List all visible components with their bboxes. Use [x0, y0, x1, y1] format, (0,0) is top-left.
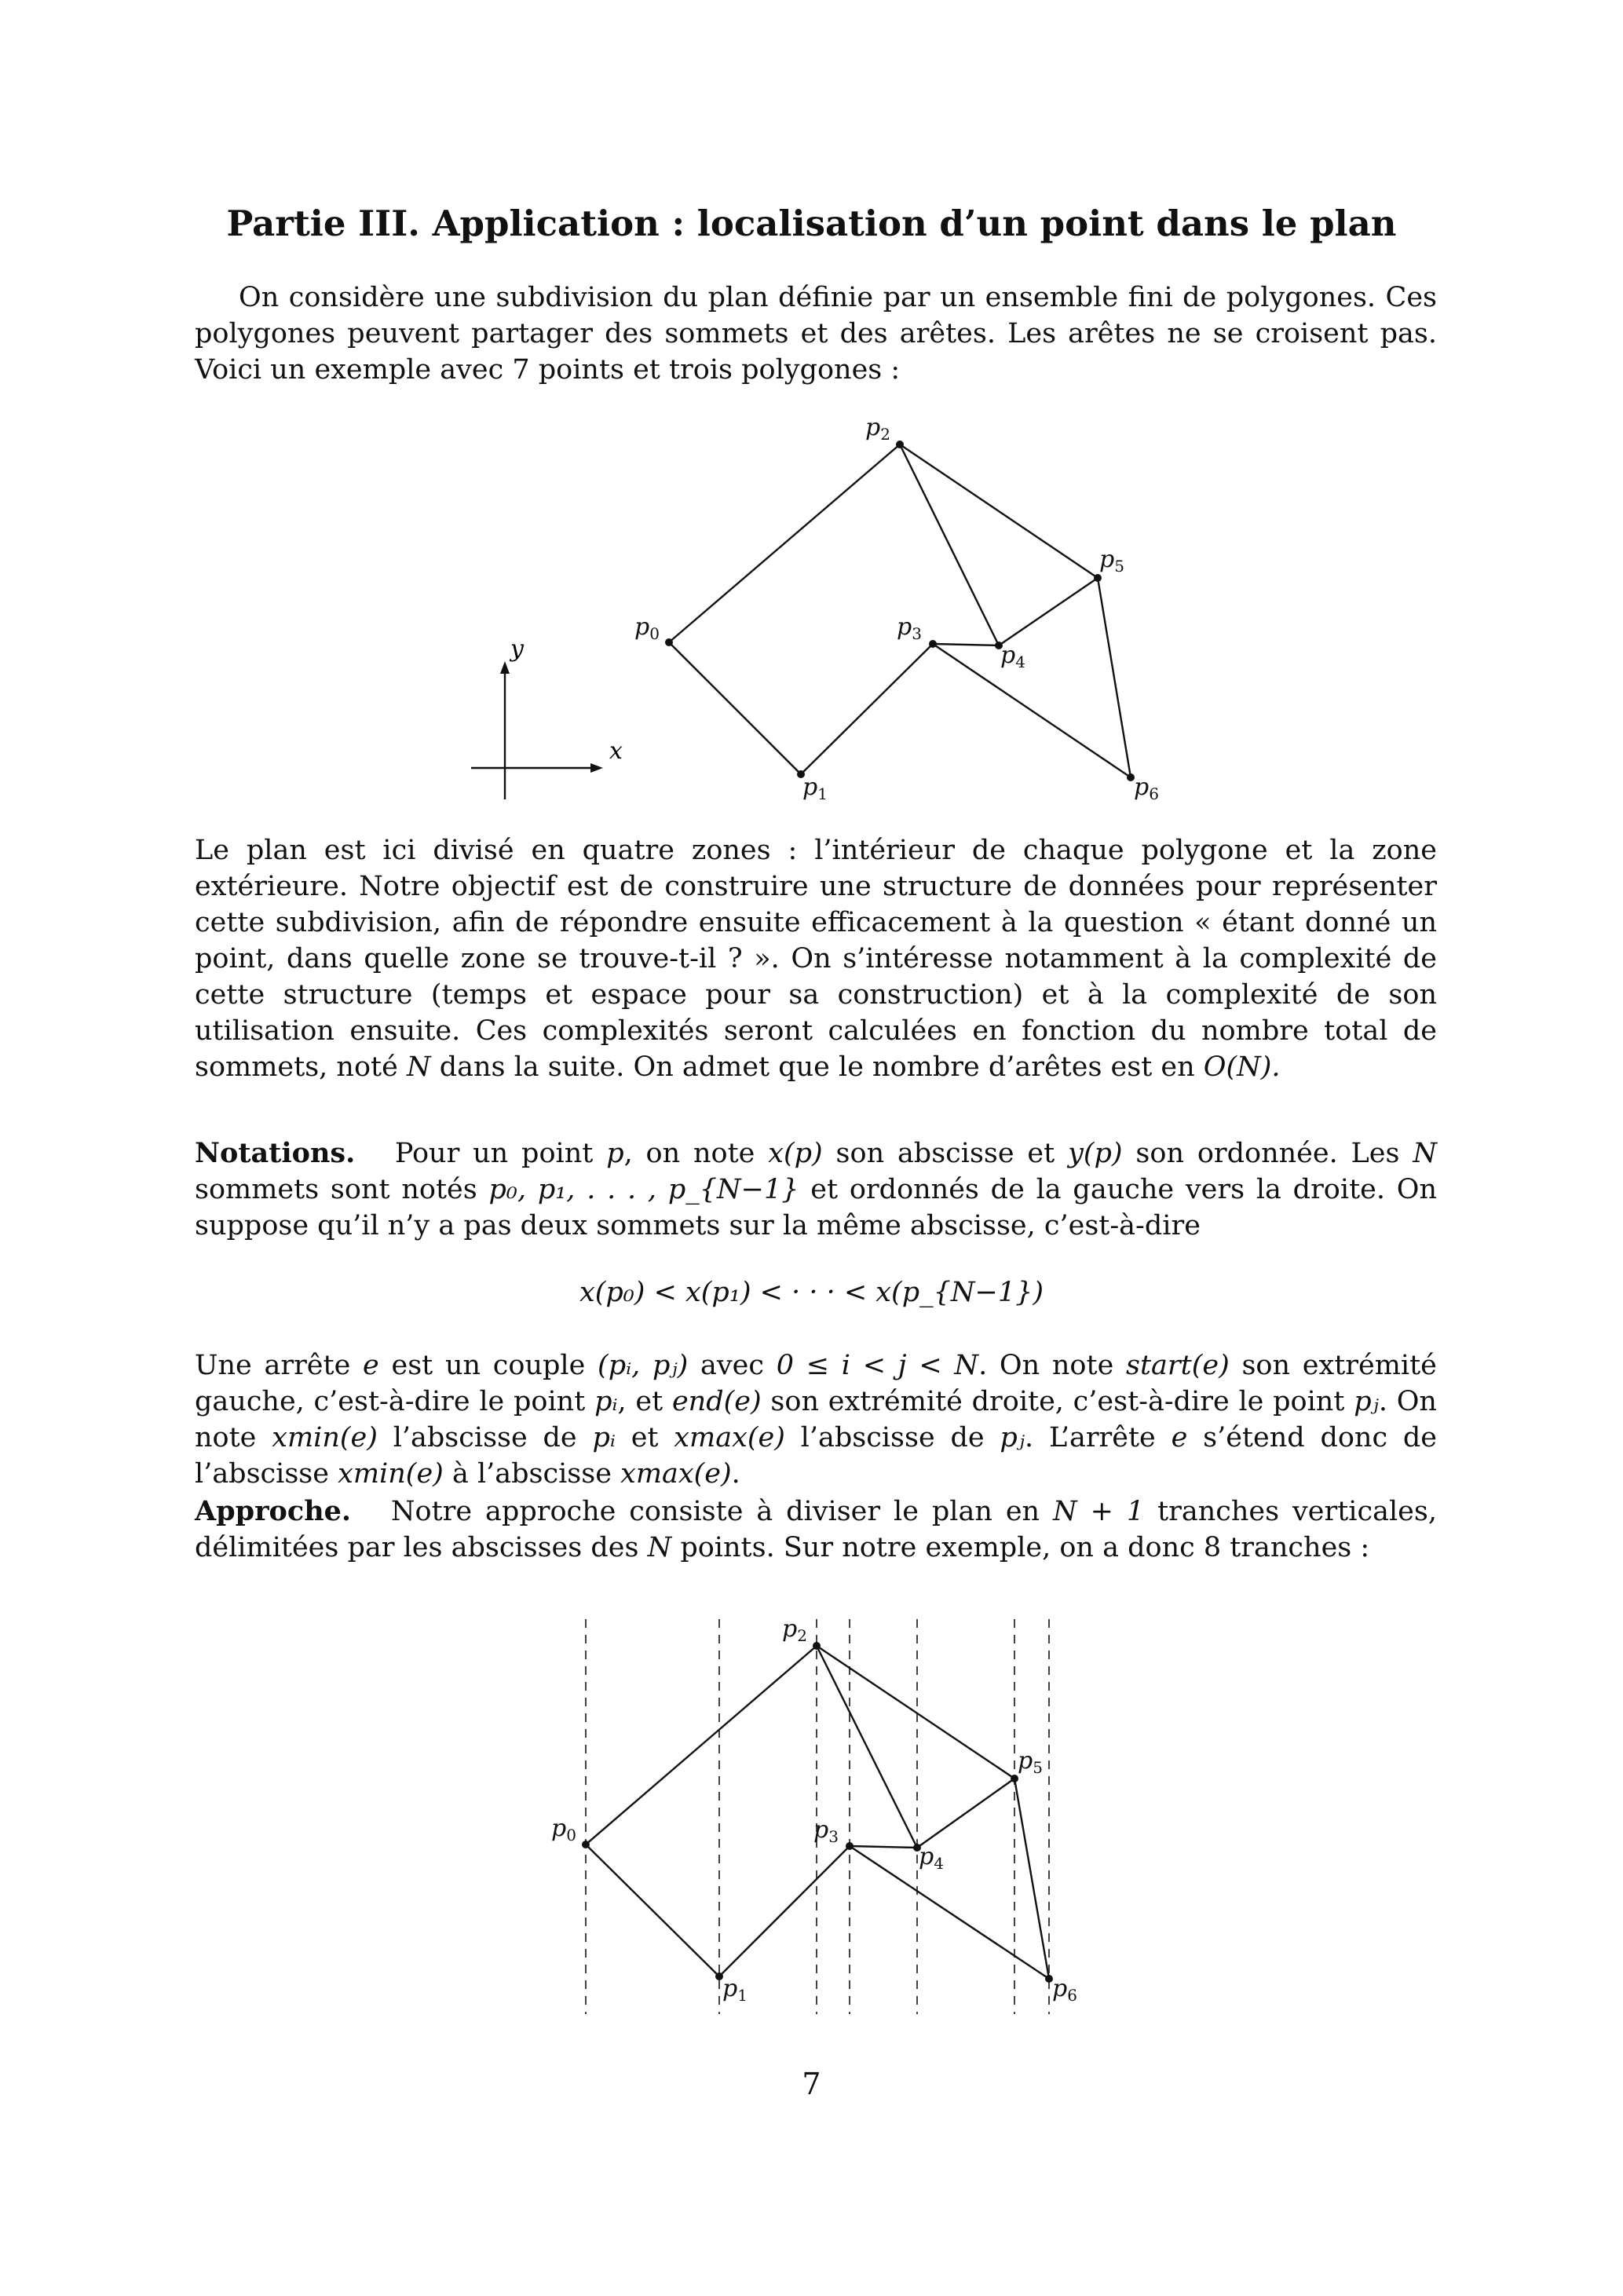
ordering-equation: x(p₀) < x(p₁) < · · · < x(p_{N−1}) [579, 1277, 1044, 1308]
edge-p0-p2 [669, 444, 900, 642]
notations-paragraph: Notations. Pour un point p, on note x(p) son abscisse et y(p) son ordonnée. Les N sommets sont notés p₀, p₁, . . . , p_{N−1} et ordonnés de la gauche vers la droite. On suppose qu’il n’y a pas deux sommets sur la même abscisse, c’est-à-dire [195, 1137, 1437, 1241]
section-title: Partie III. Application : localisation d’un point dans le plan [226, 203, 1397, 244]
intro-paragraph: On considère une subdivision du plan définie par un ensemble fini de polygones. Ces polygones peuvent partager des sommets et des arêtes. Les arêtes ne se croisent pas. Voici un exemple avec 7 points et trois polygones : [195, 282, 1437, 386]
edge-p3-p4 [933, 644, 999, 645]
edge-p0-p1 [669, 642, 801, 774]
label-p4: $p_4$ [1000, 642, 1025, 671]
label-p6: $p_6$ [1134, 773, 1159, 803]
notations-heading: Notations. [195, 1137, 356, 1169]
edge-p3-p6 [850, 1846, 1049, 1979]
figure1-labels [634, 414, 1159, 803]
label-p5: $p_5$ [1018, 1747, 1043, 1777]
edge-p0-p2 [586, 1646, 817, 1844]
edge-p0-p1 [586, 1844, 719, 1976]
vertex-p3 [929, 640, 937, 648]
figure-subdivision [0, 0, 1623, 817]
vertex-p3 [846, 1842, 854, 1850]
vertex-p0 [665, 638, 673, 646]
edge-p2-p4 [900, 444, 999, 645]
figure1-axes [471, 667, 597, 799]
edge-p2-p5 [817, 1646, 1014, 1779]
label-p3: $p_3$ [813, 1816, 839, 1846]
edge-p4-p5 [917, 1779, 1014, 1848]
vertex-p2 [813, 1642, 821, 1650]
label-p3: $p_3$ [897, 613, 922, 643]
x-axis-arrow [590, 763, 603, 773]
page-number: 7 [802, 2067, 821, 2101]
vertex-p2 [896, 441, 904, 448]
description-paragraph: Le plan est ici divisé en quatre zones : l’intérieur de chaque polygone et la zone extérieure. Notre objectif est de construire une structure de données pour représenter cette subdivision, afin de répondre ensuite efficacement à la question « étant donné un point, dans quelle zone se trouve-t-il ? ». On s’intéresse notamment à la complexité de cette structure (temps et espace pour sa construction) et à la complexité de son utilisation ensuite. Ces complexités seront calculées en fonction du nombre total de sommets, noté N dans la suite. On admet que le nombre d’arêtes est en O(N). [195, 835, 1437, 1083]
label-p1: $p_1$ [722, 1975, 748, 2005]
label-p0: $p_0$ [634, 613, 660, 643]
label-p2: $p_2$ [865, 414, 890, 444]
edge-p2-p4 [817, 1646, 917, 1848]
approach-heading: Approche. [195, 1495, 352, 1527]
y-axis-label: y [510, 635, 524, 663]
approach-paragraph: Approche. Notre approche consiste à diviser le plan en N + 1 tranches verticales, délimitées par les abscisses des N points. Sur notre exemple, on a donc 8 tranches : [195, 1495, 1437, 1563]
x-axis-label: x [609, 737, 623, 765]
vertex-p5 [1011, 1775, 1018, 1782]
figure-slabs [0, 1586, 1623, 2034]
edge-definition-paragraph: Une arrête e est un couple (pᵢ, pⱼ) avec 0 ≤ i < j < N. On note start(e) son extrémité gauche, c’est-à-dire le point pᵢ, et end(e) son extrémité droite, c’est-à-dire le point pⱼ. On note xmin(e) l’abscisse de pᵢ et xmax(e) l’abscisse de pⱼ. L’arrête e s’étend donc de l’abscisse xmin(e) à l’abscisse xmax(e). [195, 1350, 1437, 1490]
edge-p5-p6 [1014, 1779, 1049, 1979]
vertex-p0 [582, 1841, 590, 1848]
edge-p1-p3 [719, 1846, 850, 1976]
edge-p4-p5 [999, 578, 1098, 645]
edge-p3-p4 [850, 1846, 917, 1848]
figure1-vertices [665, 441, 1135, 781]
label-p5: $p_5$ [1099, 546, 1124, 576]
label-p6: $p_6$ [1052, 1975, 1077, 2005]
edge-p3-p6 [933, 644, 1131, 777]
figure2-labels [551, 1615, 1077, 2005]
label-p4: $p_4$ [919, 1843, 944, 1873]
label-p1: $p_1$ [802, 773, 828, 803]
edge-p2-p5 [900, 444, 1098, 578]
y-axis-arrow [500, 661, 510, 674]
edge-p1-p3 [801, 644, 933, 774]
label-p2: $p_2$ [782, 1615, 807, 1645]
edge-p5-p6 [1098, 578, 1131, 777]
vertex-p5 [1094, 574, 1102, 582]
label-p0: $p_0$ [551, 1815, 576, 1844]
figure1-edges [669, 444, 1131, 777]
